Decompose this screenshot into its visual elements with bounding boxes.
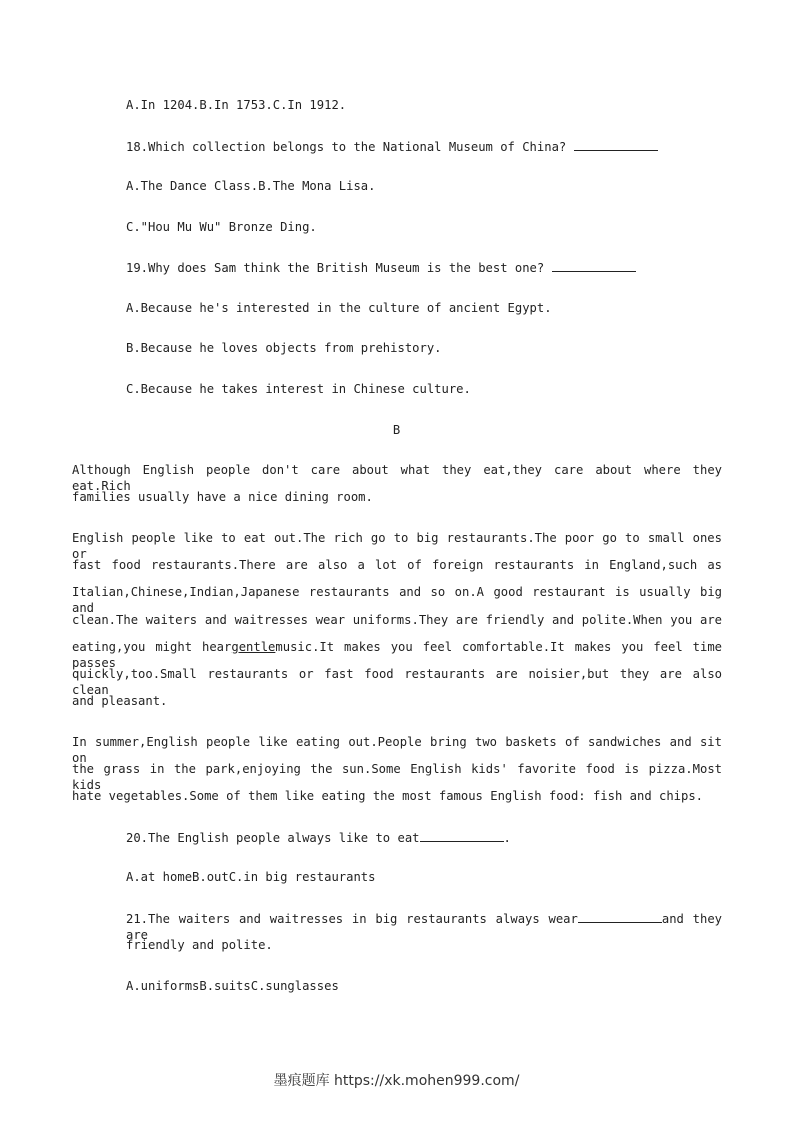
q20-options: A.at homeB.outC.in big restaurants [126, 870, 376, 884]
q19-option-a: A.Because he's interested in the culture of ancient Egypt. [126, 301, 552, 315]
q20-question-end: . [503, 831, 511, 845]
q19-question-text: 19.Why does Sam think the British Museum is the best one? [126, 261, 552, 275]
q21-options: A.uniformsB.suitsC.sunglasses [126, 979, 339, 993]
passage-p3-line1: In summer,English people like eating out.People bring two baskets of sandwiches and sit on [72, 735, 722, 765]
q18-options-ab: A.The Dance Class.B.The Mona Lisa. [126, 179, 376, 193]
passage-p2-line5-start: eating,you might hear [72, 640, 232, 654]
q18-question-text: 18.Which collection belongs to the National Museum of China? [126, 140, 574, 154]
q19-answer-blank[interactable] [552, 259, 636, 272]
q19-option-c: C.Because he takes interest in Chinese culture. [126, 382, 471, 396]
passage-p1-line1: Although English people don't care about what they eat,they care about where they eat.Rich [72, 463, 722, 493]
q19-option-b: B.Because he loves objects from prehistory. [126, 341, 442, 355]
passage-p2-line5-end: music.It makes you feel comfortable.It makes you feel time passes [72, 640, 723, 670]
passage-p2-line2: fast food restaurants.There are also a lot of foreign restaurants in England,such as [72, 558, 722, 572]
q18-question [126, 138, 658, 155]
passage-p1-line2: families usually have a nice dining room. [72, 490, 373, 504]
passage-p2-line6: quickly,too.Small restaurants or fast food restaurants are noisier,but they are also clean [72, 667, 722, 697]
q20-question-text: 20.The English people always like to eat [126, 831, 420, 845]
passage-p3-line3: hate vegetables.Some of them like eating the most famous English food: fish and chips. [72, 789, 704, 803]
passage-p2-line1: English people like to eat out.The rich go to big restaurants.The poor go to small ones or [72, 531, 722, 561]
q21-question-line2: friendly and polite. [126, 938, 273, 952]
passage-p3-line2: the grass in the park,enjoying the sun.Some English kids' favorite food is pizza.Most kids [72, 762, 722, 792]
passage-p2-line4: clean.The waiters and waitresses wear uniforms.They are friendly and polite.When you are [72, 613, 722, 627]
footer-watermark: 墨痕题库 https://xk.mohen999.com/ [273, 1073, 520, 1089]
q18-answer-blank[interactable] [574, 138, 658, 151]
q20-answer-blank[interactable] [420, 829, 504, 842]
underlined-word: gentle [231, 640, 276, 654]
passage-p2-line7: and pleasant. [72, 694, 168, 708]
passage-p2-line3: Italian,Chinese,Indian,Japanese restaurants and so on.A good restaurant is usually big and [72, 585, 722, 615]
q21-question-tail: and they are [126, 912, 723, 942]
q19-question [126, 259, 636, 276]
q21-question-text: 21.The waiters and waitresses in big restaurants always wear [126, 912, 578, 926]
q18-option-c: C."Hou Mu Wu" Bronze Ding. [126, 220, 317, 234]
q21-answer-blank[interactable] [578, 910, 662, 923]
q20-question [126, 829, 511, 846]
section-b-heading: B [392, 423, 401, 437]
q17-options: A.In 1204.B.In 1753.C.In 1912. [126, 98, 347, 112]
